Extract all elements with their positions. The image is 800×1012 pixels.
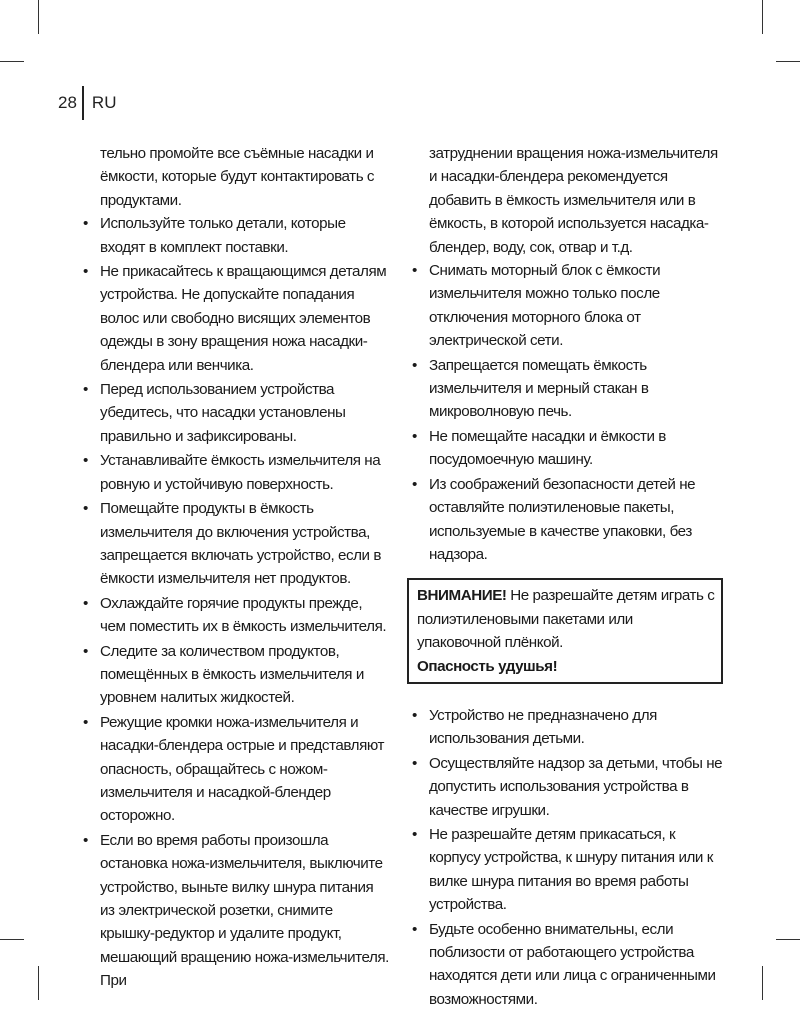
- language-code: RU: [91, 93, 117, 112]
- list-item: • Не разрешайте детям прикасаться, к корпусу устройства, к шнуру питания или к вилке шнура питания во время работы устройства.: [407, 823, 723, 917]
- warning-emphasis: Опасность удушья!: [417, 657, 558, 675]
- list-item: • Перед использованием устройства убедитесь, что насадки установлены правильно и зафиксированы.: [78, 378, 390, 448]
- crop-mark: [38, 0, 39, 34]
- list-item: • Помещайте продукты в ёмкость измельчителя до включения устройства, запрещается включать устройство, если в ёмкости измельчителя нет продуктов.: [78, 497, 390, 591]
- list-item: • Будьте особенно внимательны, если поблизости от работающего устройства находятся дети или лица с ограниченными возможностями.: [407, 918, 723, 1012]
- list-item: • Осуществляйте надзор за детьми, чтобы не допустить использования устройства в качестве игрушки.: [407, 752, 723, 822]
- warning-text: Не разрешайте детям играть с полиэтиленовыми пакетами или упаковочной плёнкой.: [417, 587, 715, 652]
- continuation-text: затруднении вращения ножа-измельчителя и насадки-блендера рекомендуется добавить в ёмкость измельчителя или в ёмкость, в которой используется насадка-блендер, воду, сок, отвар и т.д.: [429, 145, 718, 256]
- list-item: • Устройство не предназначено для использования детьми.: [407, 704, 723, 751]
- crop-mark: [0, 939, 24, 940]
- list-item: • Если во время работы произошла остановка ножа-измельчителя, выключите устройство, выньте вилку шнура питания из электрической розетки, снимите крышку-редуктор и удалите продукт, мешающий вращению ножа-измельчителя. При: [78, 829, 390, 993]
- crop-mark: [38, 966, 39, 1000]
- left-column: [78, 142, 390, 994]
- list-item: • Из соображений безопасности детей не оставляйте полиэтиленовые пакеты, используемые в качестве упаковки, без надзора.: [407, 473, 723, 567]
- list-item: • Следите за количеством продуктов, помещённых в ёмкость измельчителя и уровнем налитых жидкостей.: [78, 640, 390, 710]
- header-divider: [82, 86, 84, 120]
- list-item: • Режущие кромки ножа-измельчителя и насадки-блендера острые и представляют опасность, обращайтесь с ножом-измельчителя и насадкой-блендер осторожно.: [78, 711, 390, 828]
- page-header: [58, 86, 116, 120]
- crop-mark: [762, 966, 763, 1000]
- list-item: • Запрещается помещать ёмкость измельчителя и мерный стакан в микроволновую печь.: [407, 354, 723, 424]
- list-item: • Устанавливайте ёмкость измельчителя на ровную и устойчивую поверхность.: [78, 449, 390, 496]
- bullet-list: [407, 259, 723, 566]
- list-item: • Снимать моторный блок с ёмкости измельчителя можно только после отключения моторного блока от электрической сети.: [407, 259, 723, 353]
- page-number: 28: [58, 93, 77, 112]
- list-item: • Не прикасайтесь к вращающимся деталям устройства. Не допускайте попадания волос или свободно висящих элементов одежды в зону вращения ножа насадки-блендера или венчика.: [78, 260, 390, 377]
- crop-mark: [776, 939, 800, 940]
- right-column: [407, 142, 723, 1012]
- crop-mark: [776, 61, 800, 62]
- warning-box: [407, 578, 723, 684]
- continuation-text: тельно промойте все съёмные насадки и ёмкости, которые будут контактировать с продуктами.: [100, 145, 375, 209]
- list-item: • Охлаждайте горячие продукты прежде, чем поместить их в ёмкость измельчителя.: [78, 592, 390, 639]
- list-item: • Не помещайте насадки и ёмкости в посудомоечную машину.: [407, 425, 723, 472]
- bullet-list: [78, 212, 390, 992]
- list-item: • Используйте только детали, которые входят в комплект поставки.: [78, 212, 390, 259]
- warning-label: ВНИМАНИЕ!: [417, 587, 507, 605]
- bullet-list: [407, 704, 723, 1011]
- crop-mark: [762, 0, 763, 34]
- crop-mark: [0, 61, 24, 62]
